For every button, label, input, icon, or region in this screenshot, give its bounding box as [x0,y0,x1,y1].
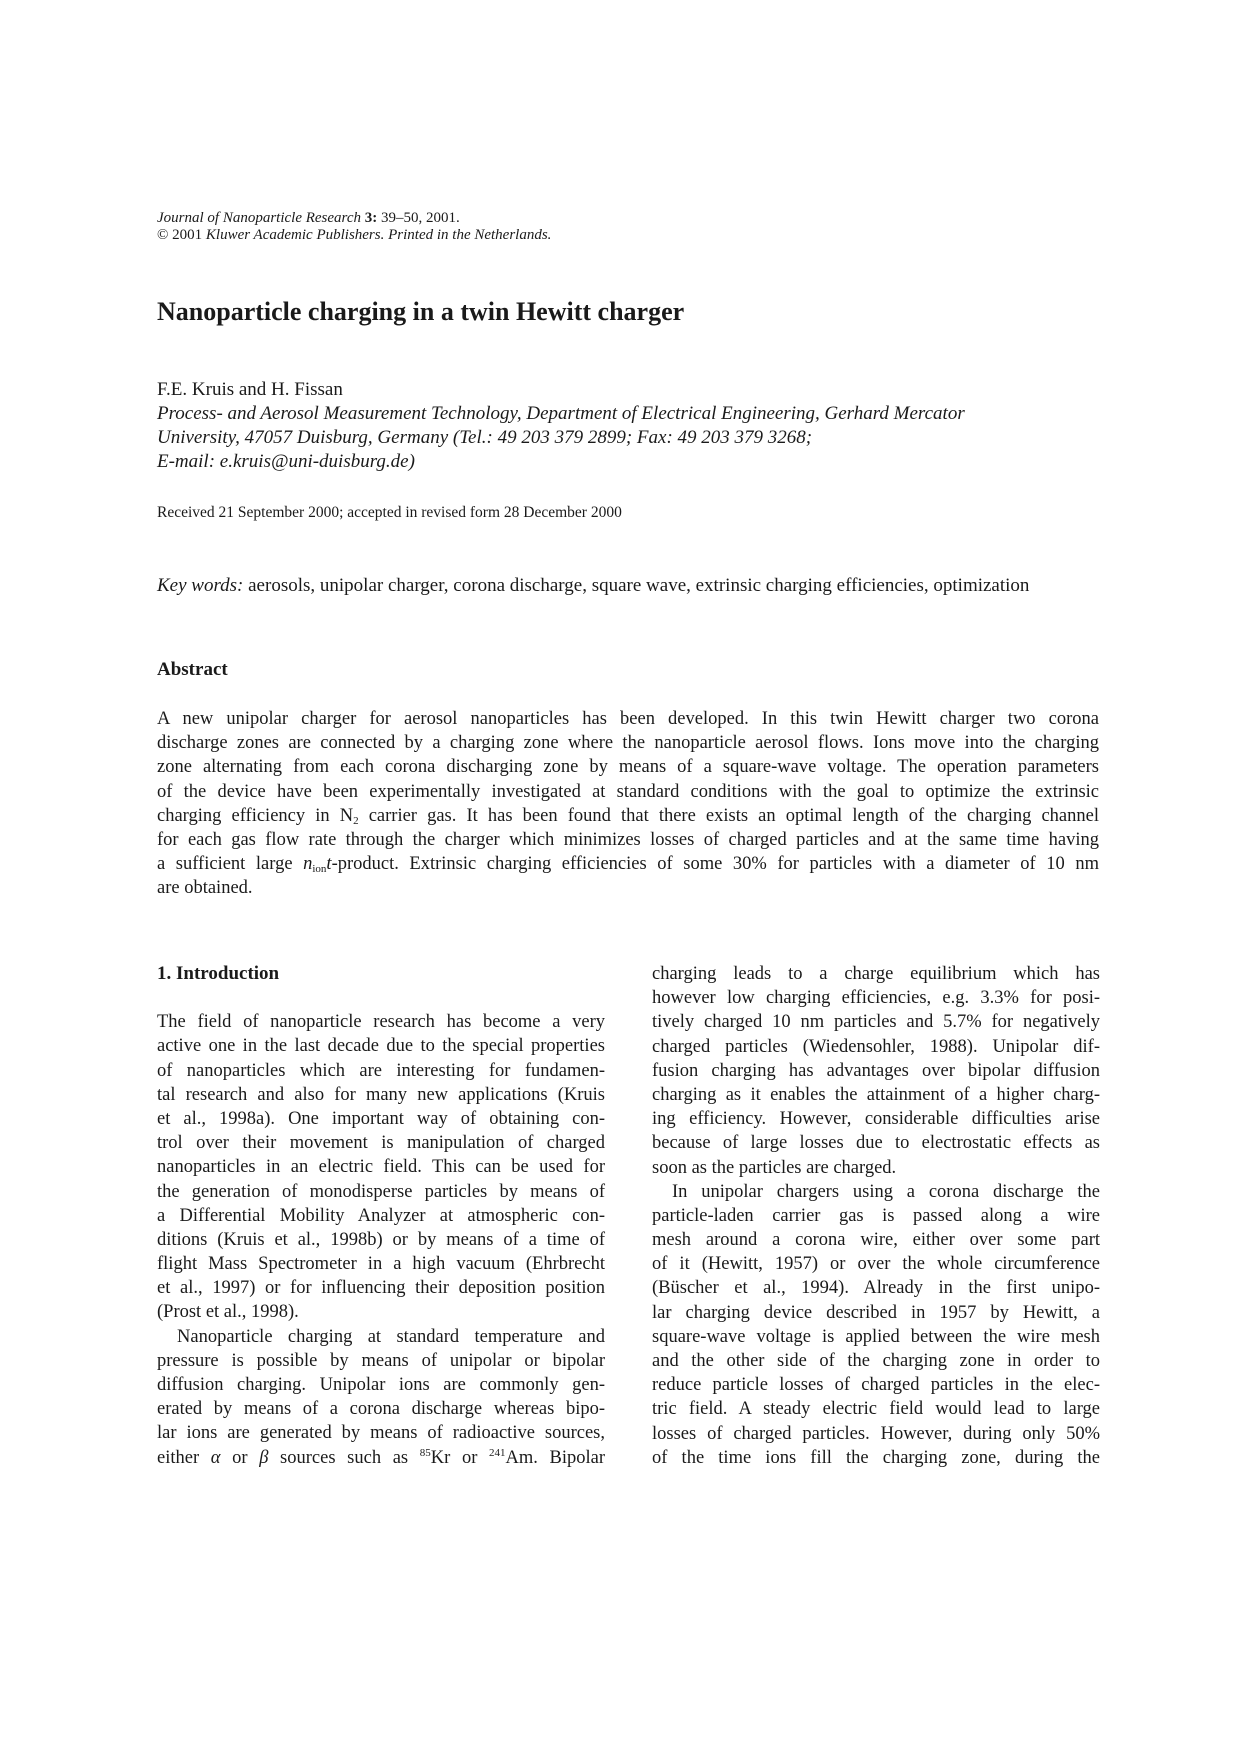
superscript: 241 [489,1446,506,1459]
right-column [652,962,1100,1470]
body-line: because of large losses due to electrostatic effects as [652,1133,1100,1154]
affiliation-line: University, 47057 Duisburg, Germany (Tel.: 49 203 379 2899; Fax: 49 203 379 3268; [157,427,813,448]
symbol-n: n [303,854,313,875]
abstract-line [157,852,1099,876]
abstract-line: discharge zones are connected by a charging zone where the nanoparticle aerosol flows. Ions move into the charging [157,733,1099,754]
affiliation-line: Process- and Aerosol Measurement Technology, Department of Electrical Engineering, Gerhard Mercator [157,403,965,424]
body-line: charging as it enables the attainment of a higher charg- [652,1084,1100,1105]
symbol-t: t [326,854,332,875]
body-line: diffusion charging. Unipolar ions are commonly gen- [157,1375,605,1395]
body-line: of the time ions fill the charging zone, during the [652,1447,1100,1468]
body-text: or [220,1447,260,1468]
abstract-text: -product. Extrinsic charging efficiencies of some 30% for particles with a diameter of 10 nm [331,854,1099,875]
keywords-text: aerosols, unipolar charger, corona discharge, square wave, extrinsic charging efficiencies, optimization [248,575,1030,596]
copyright-year: 2001 [172,227,203,243]
body-line: (Büscher et al., 1994). Already in the first unipo- [652,1278,1100,1299]
body-line: fusion charging has advantages over bipolar diffusion [652,1060,1100,1081]
body-line: charged particles (Wiedensohler, 1988). Unipolar dif- [652,1036,1100,1057]
body-line: however low charging efficiencies, e.g. 3.3% for posi- [652,988,1100,1009]
body-line: et al., 1998a). One important way of obtaining con- [157,1108,605,1129]
body-line: square-wave voltage is applied between the wire mesh [652,1326,1100,1347]
abstract-heading: Abstract [157,659,228,680]
body-line: particle-laden carrier gas is passed along a wire [652,1205,1100,1226]
copyright-line [157,227,551,244]
publisher: Kluwer Academic Publishers. Printed in the Netherlands. [205,227,552,243]
body-line: tal research and also for many new applications (Kruis [157,1084,605,1105]
journal-volume: 3: [364,210,378,226]
body-line: Nanoparticle charging at standard temperature and [177,1326,605,1347]
symbol-alpha: α [210,1447,221,1468]
body-line: active one in the last decade due to the special properties [157,1036,605,1057]
body-line: ditions (Kruis et al., 1998b) or by means of a time of [157,1229,605,1250]
body-line: losses of charged particles. However, during only 50% [652,1423,1100,1444]
body-text: Am. Bipolar [505,1447,606,1468]
body-line: the generation of monodisperse particles by means of [157,1181,605,1202]
body-line: The field of nanoparticle research has become a very [157,1012,605,1033]
body-text: sources such as [268,1447,420,1468]
body-line: soon as the particles are charged. [652,1157,897,1178]
body-text: Kr or [430,1447,489,1468]
journal-header [157,210,551,244]
abstract-line: are obtained. [157,878,253,899]
abstract-text: charging efficiency in N [157,805,354,826]
body-line: a Differential Mobility Analyzer at atmospheric con- [157,1205,605,1226]
body-line: trol over their movement is manipulation of charged [157,1133,605,1154]
body-line [157,1446,605,1470]
keywords [157,574,1029,598]
body-line: pressure is possible by means of unipolar or bipolar [157,1350,605,1371]
abstract-text: carrier gas. It has been found that there exists an optimal length of the charging channel [358,805,1099,826]
symbol-beta: β [259,1447,269,1468]
body-line: (Prost et al., 1998). [157,1302,299,1323]
journal-pages-year: 39–50, 2001. [381,210,460,226]
paper-title: Nanoparticle charging in a twin Hewitt charger [157,297,685,326]
affiliation [157,402,1117,474]
spacer [157,986,605,1010]
abstract-line: A new unipolar charger for aerosol nanoparticles has been developed. In this twin Hewitt charger two corona [157,709,1099,729]
body-line: lar ions are generated by means of radioactive sources, [157,1423,605,1444]
body-line: tric field. A steady electric field would lead to large [652,1399,1100,1420]
copyright-symbol: © [157,227,169,243]
body-line: flight Mass Spectrometer in a high vacuum (Ehrbrecht [157,1254,605,1275]
abstract-line: for each gas flow rate through the charger which minimizes losses of charged particles and at the same time having [157,829,1099,850]
subscript: 2 [353,814,359,827]
superscript: 85 [419,1446,431,1459]
section-heading: 1. Introduction [157,963,280,984]
body-line: and the other side of the charging zone in order to [652,1351,1100,1371]
affiliation-line: E-mail: e.kruis@uni-duisburg.de) [157,451,415,472]
body-line: of it (Hewitt, 1957) or over the whole circumference [652,1254,1100,1275]
body-line: mesh around a corona wire, either over some part [652,1230,1100,1251]
body-line: erated by means of a corona discharge whereas bipo- [157,1399,605,1420]
body-text: either [157,1447,211,1468]
abstract-line: zone alternating from each corona discharging zone by means of a square-wave voltage. The operation parameters [157,757,1099,778]
abstract-body [157,707,1099,901]
journal-citation [157,210,551,227]
body-line: et al., 1997) or for influencing their deposition position [157,1278,605,1299]
left-column [157,962,605,1470]
body-line: ing efficiency. However, considerable difficulties arise [652,1109,1100,1130]
body-line: In unipolar chargers using a corona discharge the [672,1181,1100,1202]
body-line: of nanoparticles which are interesting for fundamen- [157,1060,605,1081]
body-line: nanoparticles in an electric field. This can be used for [157,1157,605,1178]
keywords-label: Key words: [157,575,244,596]
journal-name: Journal of Nanoparticle Research [157,210,361,226]
body-line: lar charging device described in 1957 by Hewitt, a [652,1302,1100,1323]
subscript: ion [312,863,327,876]
body-line: tively charged 10 nm particles and 5.7% for negatively [652,1012,1100,1033]
received-dates: Received 21 September 2000; accepted in revised form 28 December 2000 [157,504,622,521]
body-line: charging leads to a charge equilibrium which has [652,964,1100,984]
body-line: reduce particle losses of charged particles in the elec- [652,1375,1100,1396]
abstract-text: a sufficient large [157,854,304,875]
abstract-line: of the device have been experimentally investigated at standard conditions with the goal to optimize the extrinsic [157,781,1099,802]
authors: F.E. Kruis and H. Fissan [157,379,343,400]
abstract-line [157,804,1099,828]
